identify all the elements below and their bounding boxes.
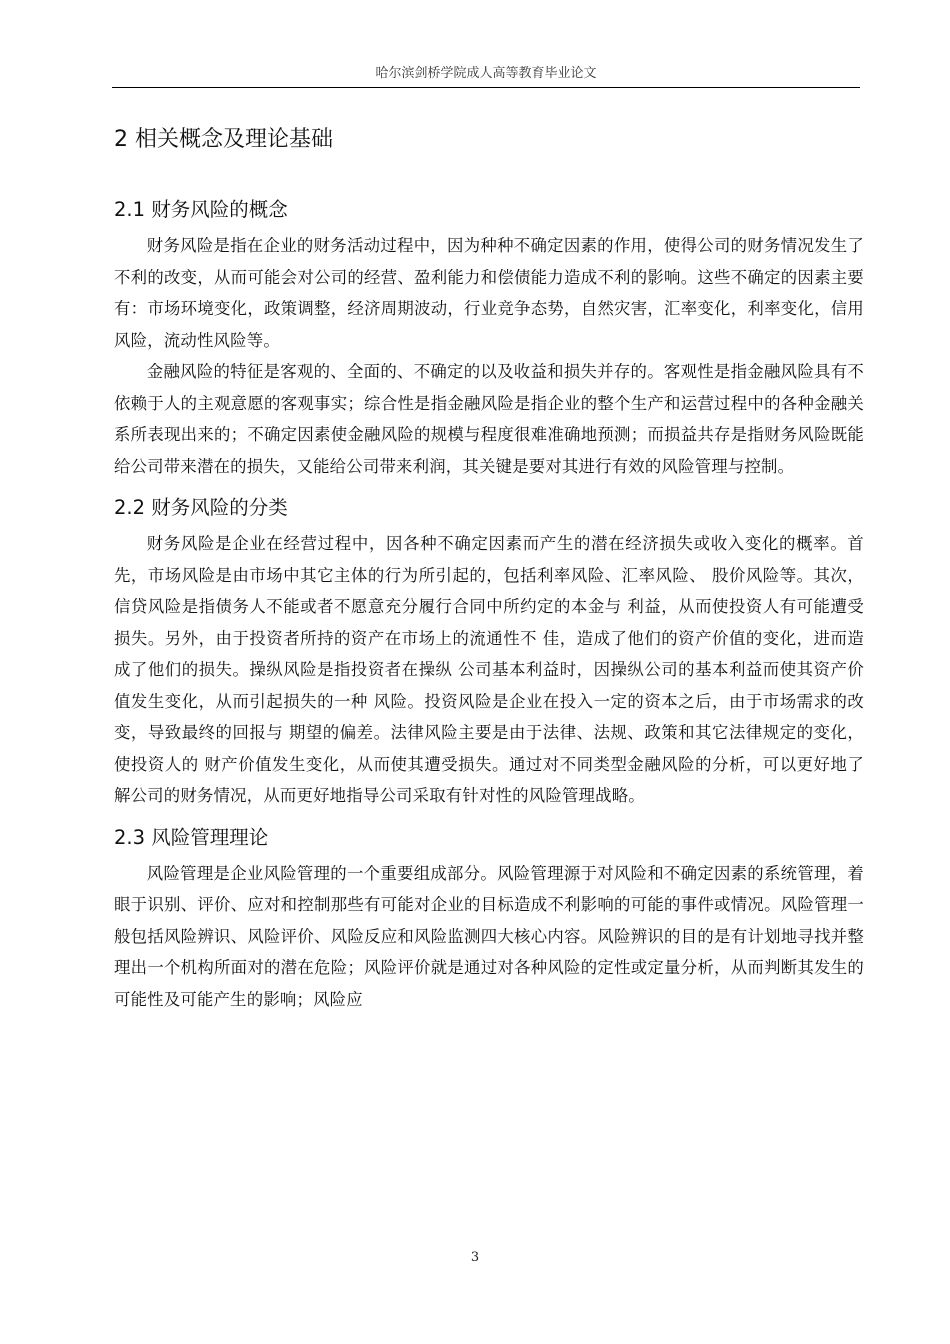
paragraph: 金融风险的特征是客观的、全面的、不确定的以及收益和损失并存的。客观性是指金融风险具有不依赖于人的主观意愿的客观事实；综合性是指金融风险是指企业的整个生产和运营过程中的各种金融关系所表现出来的；不确定因素使金融风险的规模与程度很难准确地预测；而损益共存是指财务风险既能给公司带来潜在的损失，又能给公司带来利润，其关键是要对其进行有效的风险管理与控制。	[114, 362, 864, 476]
section-title: 2.2 财务风险的分类	[114, 496, 288, 519]
section-2-3	[114, 818, 864, 1016]
page-header-title: 哈尔滨剑桥学院成人高等教育毕业论文	[375, 66, 597, 81]
paragraph: 财务风险是指在企业的财务活动过程中，因为种种不确定因素的作用，使得公司的财务情况发生了不利的改变，从而可能会对公司的经营、盈利能力和偿债能力造成不利的影响。这些不确定的因素主要有：市场环境变化，政策调整，经济周期波动，行业竞争态势，自然灾害，汇率变化，利率变化，信用风险，流动性风险等。	[114, 236, 864, 350]
document-body	[114, 118, 864, 1021]
chapter-title: 2 相关概念及理论基础	[114, 127, 333, 152]
page-number: 3	[470, 1250, 480, 1265]
header-divider	[112, 87, 860, 88]
paragraph: 财务风险是企业在经营过程中，因各种不确定因素而产生的潜在经济损失或收入变化的概率。首先，市场风险是由市场中其它主体的行为所引起的，包括利率风险、汇率风险、 股价风险等。其次，信贷风险是指债务人不能或者不愿意充分履行合同中所约定的本金与 利益，从而使投资人有可能遭受损失。另外，由于投资者所持的资产在市场上的流通性不 佳，造成了他们的资产价值的变化，进而造成了他们的损失。操纵风险是指投资者在操纵 公司基本利益时，因操纵公司的基本利益而使其资产价值发生变化，从而引起损失的一种 风险。投资风险是企业在投入一定的资本之后，由于市场需求的改变，导致最终的回报与 期望的偏差。法律风险主要是由于法律、法规、政策和其它法律规定的变化，使投资人的 财产价值发生变化，从而使其遭受损失。通过对不同类型金融风险的分析，可以更好地了 解公司的财务情况，从而更好地指导公司采取有针对性的风险管理战略。	[114, 534, 864, 805]
section-2-2	[114, 488, 864, 812]
section-title: 2.3 风险管理理论	[114, 825, 269, 849]
paragraph: 风险管理是企业风险管理的一个重要组成部分。风险管理源于对风险和不确定因素的系统管理，着眼于识别、评价、应对和控制那些有可能对企业的目标造成不利影响的可能的事件或情况。风险管理一般包括风险辨识、风险评价、风险反应和风险监测四大核心内容。风险辨识的目的是有计划地寻找并整理出一个机构所面对的潜在危险；风险评价就是通过对各种风险的定性或定量分析，从而判断其发生的可能性及可能产生的影响；风险应	[114, 863, 864, 1009]
section-title: 2.1 财务风险的概念	[114, 198, 288, 221]
section-2-1	[114, 190, 864, 482]
